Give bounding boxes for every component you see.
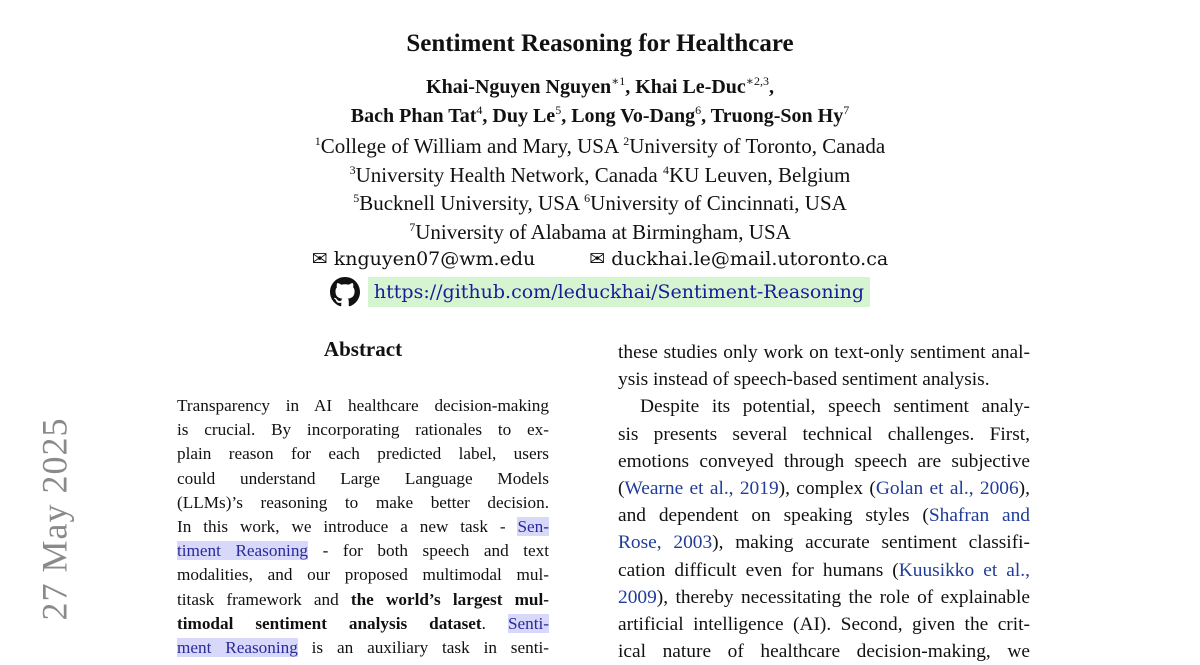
author-mark: 4 [476,103,483,117]
abstract-line: is crucial. By incorporating rationales to ex- [177,420,549,440]
body-line: ical nature of healthcare decision-making, we [618,641,1030,663]
affiliation: University of Toronto, Canada [629,134,886,158]
body-line [618,502,1030,529]
envelope-icon: ✉ [311,248,328,270]
body-text-run: ), thereby necessitating the role of explainable [656,586,1030,608]
body-line: ysis instead of speech-based sentiment analysis. [618,369,990,391]
task-link[interactable]: Sen- [517,517,549,537]
body-line [618,529,1030,556]
abstract-line: plain reason for each predicted label, users [177,444,549,464]
body-line [618,557,1030,584]
author-line-2: Bach Phan Tat$^4$, Duy Le$^5$, Long Vo-Dang$^6$, Truong-Son Hy$^7$ [350,103,850,127]
email-link[interactable]: knguyen07@wm.edu [333,248,536,270]
citation-link[interactable]: Shafran and [928,505,1030,527]
abstract-text [177,394,549,660]
body-text-run: cation difficult even for humans ( [618,559,899,581]
abstract-text-run: titask framework and [177,589,351,609]
author-list [0,73,1200,131]
author-name: Khai-Nguyen Nguyen [426,76,612,98]
body-line: these studies only work on text-only sentiment anal- [618,342,1030,363]
envelope-icon: ✉ [589,248,606,270]
abstract-text-run: is an auxiliary task in senti- [297,638,549,658]
body-line: artificial intelligence (AI). Second, given the crit- [618,614,1030,636]
github-icon [330,277,360,307]
email-row [0,245,1200,273]
citation-link[interactable]: Rose, 2003 [618,532,713,554]
abstract-line: could understand Large Language Models [177,468,549,488]
author-mark: 6 [695,103,702,117]
affiliation-mark: 5 [353,191,360,205]
bold-text: the world’s largest mul- [350,589,549,609]
body-text-run: ), complex ( [778,478,876,500]
author-mark: ∗1 [611,74,626,88]
author-name: Bach Phan Tat [350,105,477,127]
affiliation: University of Cincinnati, USA [590,191,847,215]
affiliation-mark: 1 [314,134,321,148]
body-line: emotions conveyed through speech are subjective [618,450,1030,472]
affiliation-mark: 6 [584,191,591,205]
body-column-right [618,339,1030,665]
affiliation-line [0,189,1200,218]
abstract-line [177,515,549,539]
author-name: Truong-Son Hy [710,105,844,127]
affiliation-mark: 4 [662,162,669,177]
abstract-line: (LLMs)’s reasoning to make better decision. [177,492,549,512]
body-text-run: and dependent on speaking styles ( [618,505,929,527]
body-line [618,475,1030,502]
task-link[interactable]: Senti- [507,613,549,633]
body-text-run: ), making accurate sentiment classifi- [712,532,1030,554]
author-name: Duy Le [492,105,556,127]
abstract-line [177,636,549,660]
citation-link[interactable]: Kuusikko et al., [898,559,1030,581]
affiliation-mark: 2 [623,134,630,148]
affiliation-list [0,132,1200,246]
author-name: Khai Le-Duc [635,76,746,98]
bold-text: timodal sentiment analysis dataset [177,613,482,633]
citation-link[interactable]: Wearne et al., 2019 [624,478,779,500]
affiliation-mark: 7 [409,219,416,234]
repo-row [0,276,1200,307]
affiliation-mark: 3 [349,162,356,177]
body-line [618,584,1030,611]
author-mark: ∗2,3 [745,74,769,88]
arxiv-date-text: 27 May 2025 [34,417,74,621]
body-text-run: ( [618,478,625,500]
affiliation: Bucknell University, USA [359,191,579,215]
task-link[interactable]: ment Reasoning [177,638,298,658]
affiliation: KU Leuven, Belgium [668,162,851,187]
abstract-text-run: . [481,613,508,633]
citation-link[interactable]: 2009 [618,586,657,608]
abstract-text-run: - for both speech and text [308,541,549,561]
email-link[interactable]: duckhai.le@mail.utoronto.ca [611,248,889,270]
author-mark: 7 [843,103,850,117]
repo-link[interactable]: https://github.com/leduckhai/Sentiment-Reasoning [368,277,870,307]
body-line: sis presents several technical challenges. First, [618,423,1030,445]
affiliation-line [0,218,1200,247]
affiliation: University of Alabama at Birmingham, USA [415,219,791,244]
abstract-line [177,539,549,563]
body-line: Despite its potential, speech sentiment analy- [640,396,1030,418]
author-name: Long Vo-Dang [571,105,696,127]
affiliation-line [0,132,1200,161]
author-mark: 5 [555,103,562,117]
arxiv-date-stamp [24,404,84,634]
abstract-line [177,588,549,612]
abstract-line [177,612,549,636]
affiliation-line [0,161,1200,190]
abstract-line: Transparency in AI healthcare decision-making [177,396,549,415]
affiliation: College of William and Mary, USA [320,134,618,158]
author-line-1: Khai-Nguyen Nguyen$^{∗1}$, Khai Le-Duc$^{∗2,3}$, [426,74,774,98]
task-link[interactable]: timent Reasoning [177,541,309,561]
abstract-text-run: In this work, we introduce a new task - [177,517,518,537]
citation-link[interactable]: Golan et al., 2006 [875,478,1019,500]
abstract-line: modalities, and our proposed multimodal mul- [177,565,549,585]
abstract-heading: Abstract [323,337,403,361]
paper-title: Sentiment Reasoning for Healthcare [406,30,794,57]
body-text-run: ), [1018,478,1030,500]
affiliation: University Health Network, Canada [355,162,658,187]
